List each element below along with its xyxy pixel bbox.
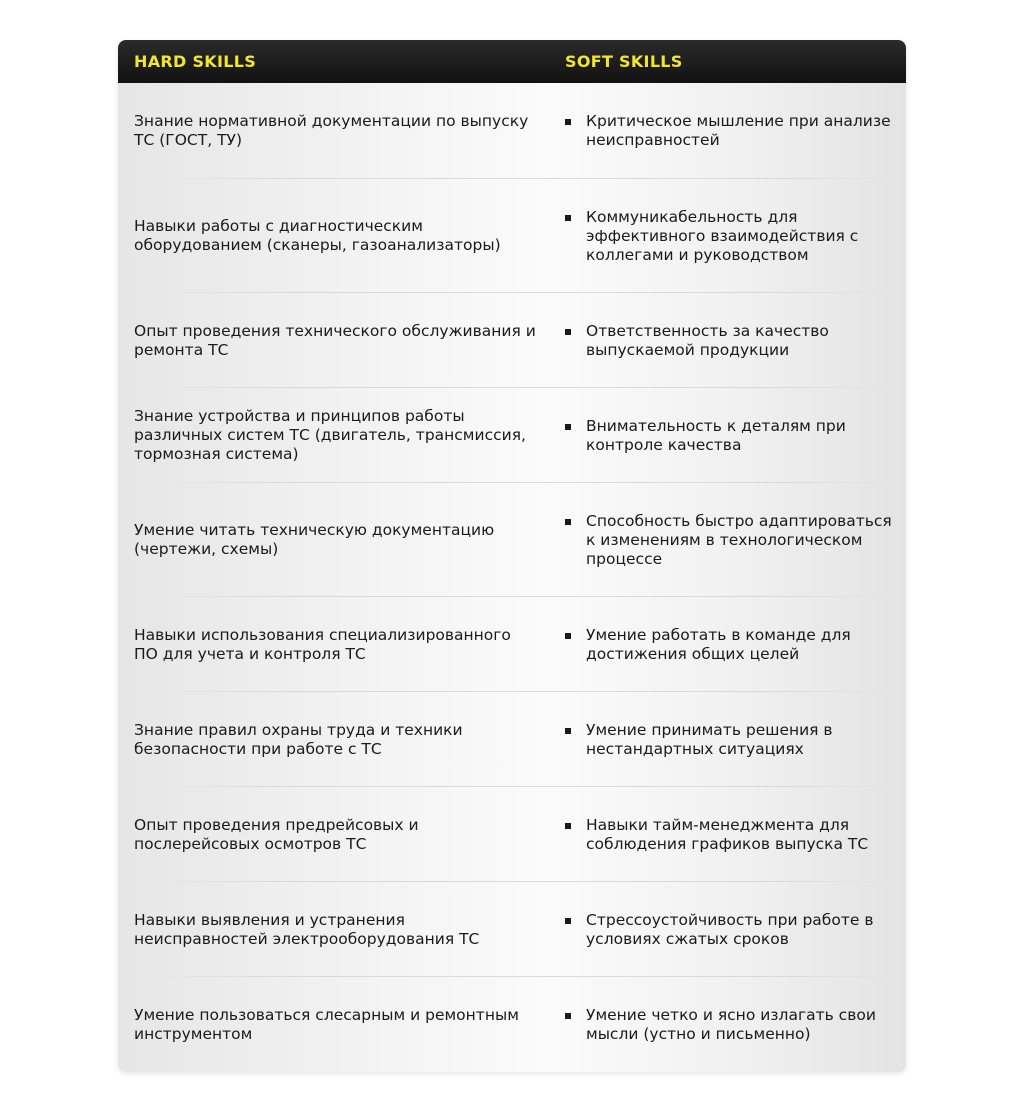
table-row [118, 388, 906, 483]
hard-skill-cell: Знание устройства и принципов работы различных систем ТС (двигатель, трансмиссия, тормозная система) [134, 407, 526, 463]
table-row [118, 977, 906, 1072]
bullet-icon [565, 918, 571, 924]
bullet-icon [565, 329, 571, 335]
soft-skill-cell [549, 911, 906, 949]
table-row [118, 483, 906, 597]
soft-skill-cell [549, 512, 906, 569]
bullet-icon [565, 519, 571, 525]
table-header [118, 40, 906, 83]
hard-skill-cell: Навыки использования специализированного ПО для учета и контроля ТС [134, 625, 511, 663]
soft-skill-cell [549, 816, 906, 854]
soft-skill-cell [549, 721, 906, 759]
soft-skill-text: Навыки тайм-менеджмента для соблюдения графиков выпуска ТС [586, 815, 869, 853]
bullet-icon [565, 424, 571, 430]
hard-skill-cell: Опыт проведения технического обслуживания и ремонта ТС [134, 321, 536, 359]
table-row [118, 692, 906, 787]
table-row [118, 882, 906, 977]
soft-skill-text: Умение принимать решения в нестандартных ситуациях [586, 720, 833, 758]
soft-skill-text: Способность быстро адаптироваться к изменениям в технологическом процессе [586, 511, 892, 568]
soft-skill-cell [549, 322, 906, 360]
table-row [118, 179, 906, 293]
soft-skill-cell [549, 208, 906, 265]
hard-skill-cell: Знание нормативной документации по выпуску ТС (ГОСТ, ТУ) [134, 112, 529, 149]
soft-skill-cell [549, 112, 906, 150]
table-row [118, 293, 906, 388]
soft-skill-text: Стрессоустойчивость при работе в условиях сжатых сроков [586, 910, 874, 948]
soft-skill-cell [549, 1006, 906, 1044]
skills-table [118, 40, 906, 1072]
soft-skill-cell [549, 417, 906, 455]
soft-skill-text: Ответственность за качество выпускаемой продукции [586, 321, 829, 359]
bullet-icon [565, 728, 571, 734]
bullet-icon [565, 215, 571, 221]
hard-skills-heading: HARD SKILLS [134, 52, 257, 71]
hard-skill-cell: Умение читать техническую документацию (чертежи, схемы) [134, 521, 495, 558]
soft-skill-cell [549, 626, 906, 664]
hard-skill-cell: Навыки работы с диагностическим оборудованием (сканеры, газоанализаторы) [134, 217, 501, 254]
soft-skill-text: Критическое мышление при анализе неисправностей [586, 112, 891, 149]
soft-skills-heading: SOFT SKILLS [565, 52, 683, 71]
bullet-icon [565, 823, 571, 829]
bullet-icon [565, 119, 571, 125]
soft-skill-text: Умение работать в команде для достижения общих целей [586, 625, 851, 663]
hard-skill-cell: Умение пользоваться слесарным и ремонтным инструментом [134, 1005, 519, 1043]
table-row [118, 83, 906, 179]
table-row [118, 597, 906, 692]
bullet-icon [565, 1013, 571, 1019]
table-body [118, 83, 906, 1072]
soft-skill-text: Коммуникабельность для эффективного взаимодействия с коллегами и руководством [586, 207, 859, 264]
soft-skill-text: Умение четко и ясно излагать свои мысли (устно и письменно) [586, 1005, 876, 1043]
bullet-icon [565, 633, 571, 639]
soft-skill-text: Внимательность к деталям при контроле качества [586, 416, 846, 454]
hard-skill-cell: Опыт проведения предрейсовых и послерейсовых осмотров ТС [134, 815, 419, 853]
hard-skill-cell: Знание правил охраны труда и техники безопасности при работе с ТС [134, 720, 463, 758]
table-row [118, 787, 906, 882]
hard-skill-cell: Навыки выявления и устранения неисправностей электрооборудования ТС [134, 910, 480, 948]
